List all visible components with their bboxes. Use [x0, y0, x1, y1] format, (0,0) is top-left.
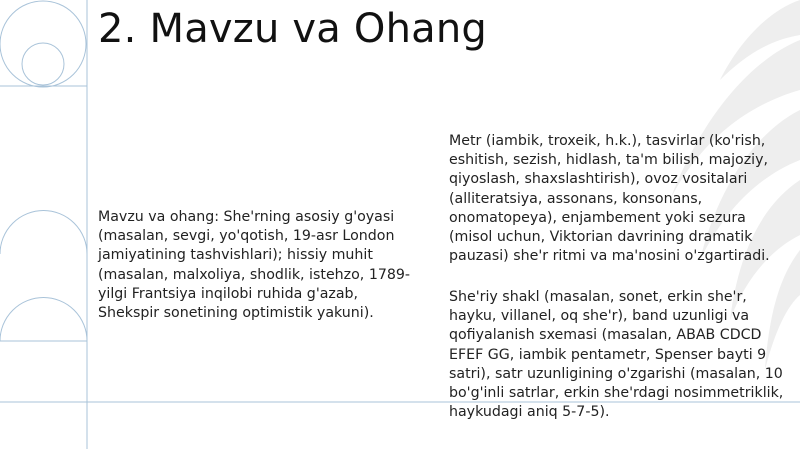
decor-lower-arch: [0, 298, 87, 342]
decor-upper-arch: [0, 211, 87, 255]
meter-imagery-paragraph: Metr (iambik, troxeik, h.k.), tasvirlar (ko'rish, eshitish, sezish, hidlash, ta'm bilish, majoziy, qiyoslash, shaxslashtirish), ovoz vositalari (alliteratsiya, assonans, konsonans, onomatopeya), enjambement yoki sezura (misol uchun, Viktorian davrining dramatik pauzasi) she'r ritmi va ma'nosini o'zgartiradi.: [449, 133, 770, 265]
poetic-form-paragraph: She'riy shakl (masalan, sonet, erkin she'r, hayku, villanel, oq she'r), band uzunligi va qofiyalanish sxemasi (masalan, ABAB CDCD EFEF GG, iambik pentametr, Spenser bayti 9 satri), satr uzunligining o'zgarishi (masalan, 10 bo'g'inli satrlar, erkin she'rdagi nosimmetriklik, haykudagi aniq 5-7-5).: [449, 289, 784, 421]
decor-large-circle: [0, 1, 86, 87]
page-title: 2. Mavzu va Ohang: [98, 6, 488, 52]
decor-small-circle: [22, 43, 64, 85]
theme-and-tone-paragraph: Mavzu va ohang: She'rning asosiy g'oyasi (masalan, sevgi, yo'qotish, 19-asr London jamiyatining tashvishlari); hissiy muhit (masalan, malxoliya, shodlik, istehzo, 1789-yilgi Frantsiya inqilobi ruhida g'azab, Shekspir sonetining optimistik yakuni).: [98, 209, 411, 322]
